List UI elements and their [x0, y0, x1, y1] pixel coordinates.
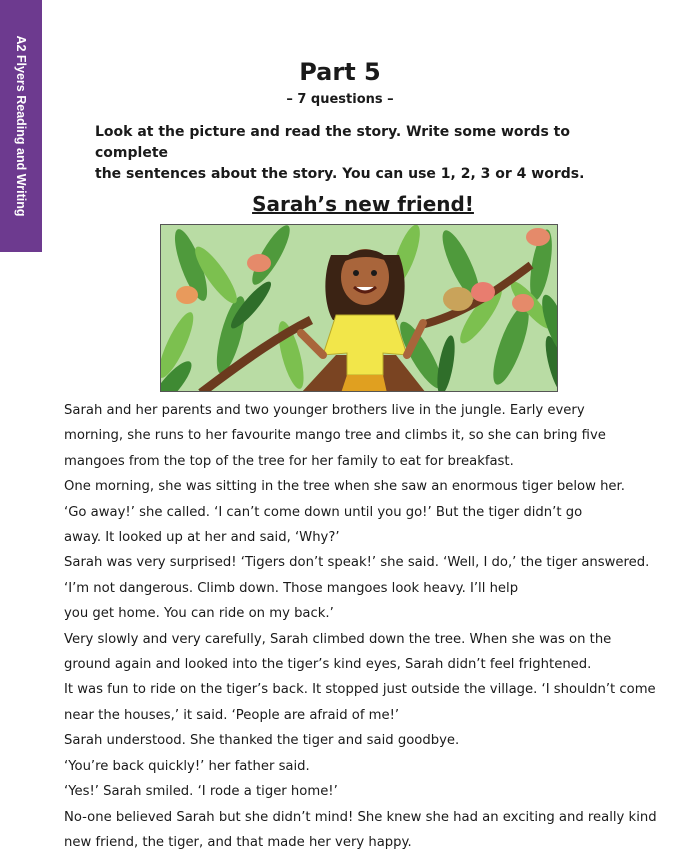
story-text	[64, 398, 657, 855]
story-line: It was fun to ride on the tiger’s back. It stopped just outside the village. ‘I shouldn’t come	[64, 682, 656, 698]
story-line: Sarah understood. She thanked the tiger and said goodbye.	[64, 733, 460, 749]
story-line: Sarah was very surprised! ‘Tigers don’t speak!’ she said. ‘Well, I do,’ the tiger answered.	[64, 555, 650, 571]
story-title: Sarah’s new friend!	[252, 192, 474, 216]
story-line: away. It looked up at her and said, ‘Why?’	[64, 530, 340, 546]
story-line: you get home. You can ride on my back.’	[64, 606, 334, 622]
instruction-line: Look at the picture and read the story. Write some words to complete	[95, 124, 570, 161]
side-tab-label: A2 Flyers Reading and Writing	[14, 35, 28, 217]
instructions	[95, 122, 625, 185]
story-line: mangoes from the top of the tree for her family to eat for breakfast.	[64, 453, 514, 469]
story-line: ‘Yes!’ Sarah smiled. ‘I rode a tiger home!’	[64, 784, 338, 800]
story-picture	[160, 224, 558, 392]
questions-count: – 7 questions –	[286, 92, 394, 107]
story-line: near the houses,’ it said. ‘People are afraid of me!’	[64, 707, 400, 723]
instruction-line: the sentences about the story. You can use 1, 2, 3 or 4 words.	[95, 166, 585, 182]
story-line: morning, she runs to her favourite mango tree and climbs it, so she can bring five	[64, 428, 606, 444]
story-line: Very slowly and very carefully, Sarah climbed down the tree. When she was on the	[64, 631, 612, 647]
story-line: ground again and looked into the tiger’s kind eyes, Sarah didn’t feel frightened.	[64, 657, 592, 673]
story-line: ‘I’m not dangerous. Climb down. Those mangoes look heavy. I’ll help	[64, 580, 519, 596]
story-line: No-one believed Sarah but she didn’t mind! She knew she had an exciting and really kind	[64, 809, 657, 825]
story-line: ‘Go away!’ she called. ‘I can’t come down until you go!’ But the tiger didn’t go	[64, 504, 583, 520]
story-line: new friend, the tiger, and that made her very happy.	[64, 834, 412, 850]
part-title: Part 5	[299, 58, 381, 86]
story-line: ‘You’re back quickly!’ her father said.	[64, 758, 310, 774]
story-line: One morning, she was sitting in the tree when she saw an enormous tiger below her.	[64, 479, 625, 495]
story-line: Sarah and her parents and two younger brothers live in the jungle. Early every	[64, 403, 585, 418]
